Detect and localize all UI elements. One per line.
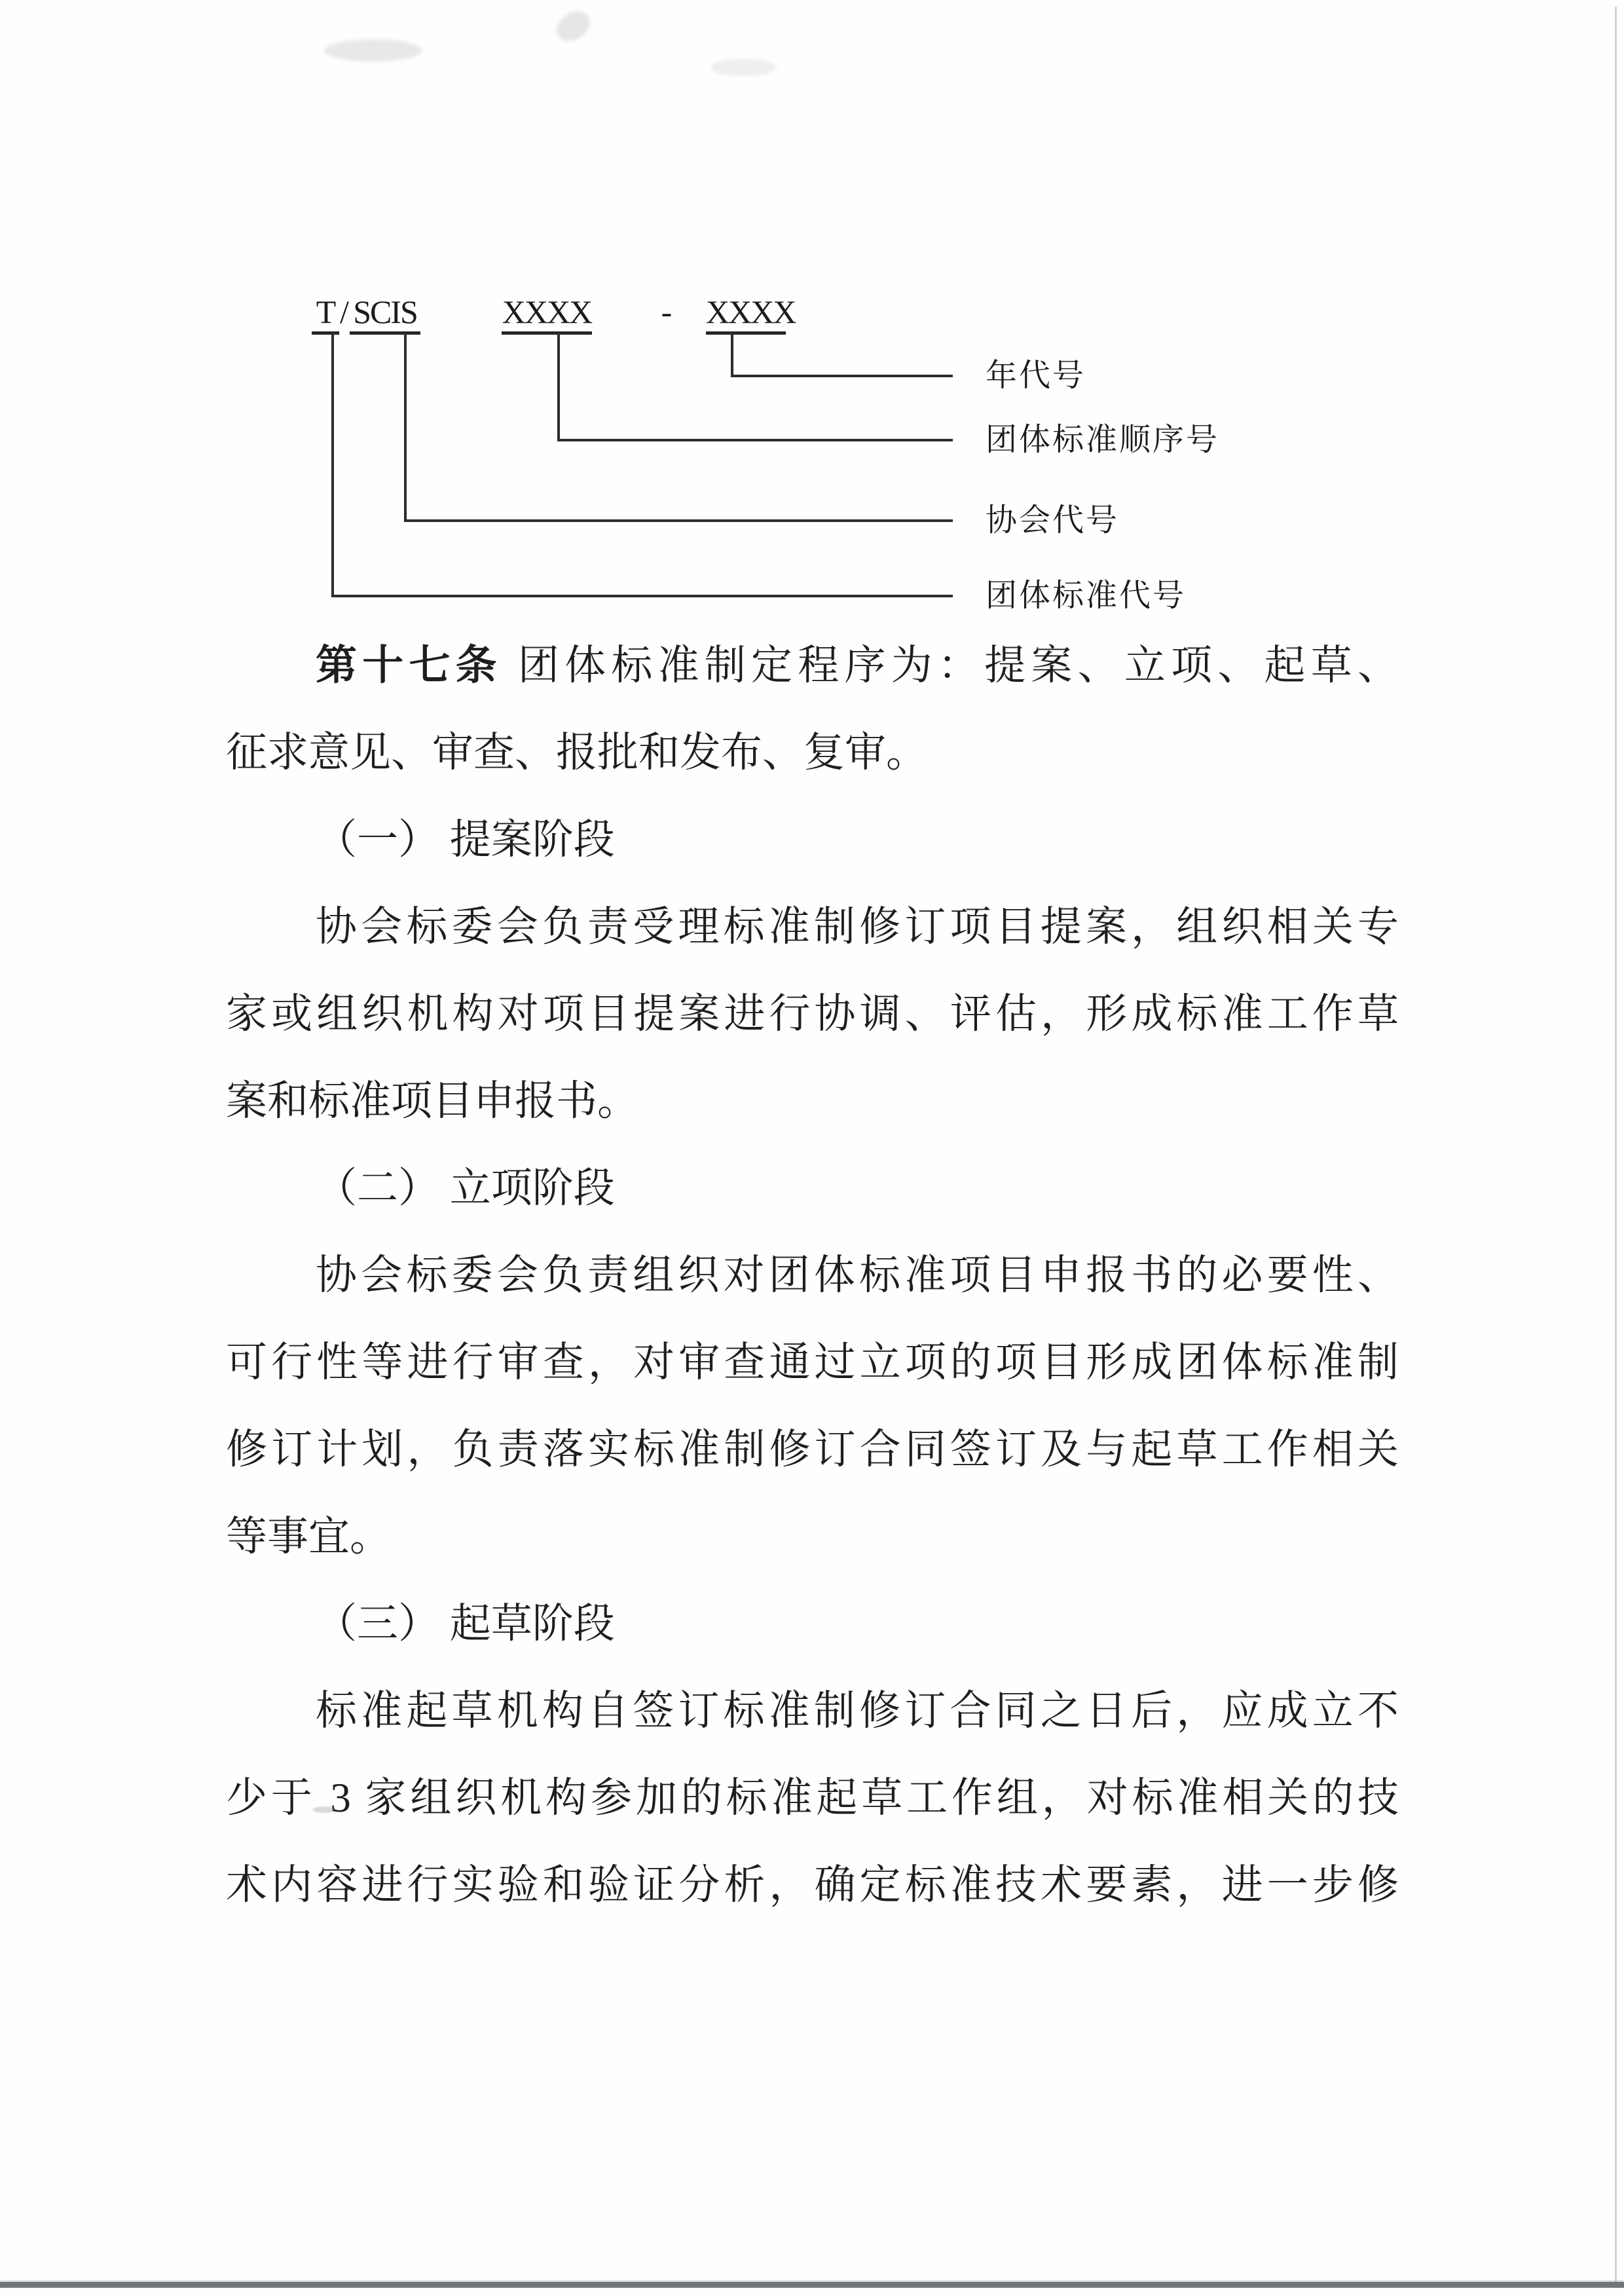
scan-edge-right [1615,7,1617,2282]
article-number: 第十七条 [316,643,502,688]
line-text: 可行性等进行审查，对审查通过立项的项目形成团体标准制 [226,1339,1399,1385]
line-text: （三） 起草阶段 [316,1601,615,1647]
body-line [226,1232,1399,1319]
line-text: 团体标准制定程序为：提案、立项、起草、 [502,643,1399,688]
leader-line-association-code [404,519,953,522]
body-line [226,971,1399,1058]
body-line [226,1058,1399,1145]
connector-vline-sequence-number [557,333,560,441]
diagram-label-association-code: 协会代号 [986,503,1120,538]
code-sequence-segment: XXXX [502,293,592,335]
body-line-heading-1 [226,796,1399,884]
scan-smudge [710,59,776,76]
diagram-label-year-code: 年代号 [986,358,1086,393]
line-text: 协会标委会负责受理标准制修订项目提案，组织相关专 [316,904,1399,950]
code-year-segment: XXXX [706,293,786,335]
body-line [226,1668,1399,1755]
line-text: （二） 立项阶段 [316,1165,615,1211]
line-text: 等事宜。 [226,1514,391,1559]
article-body [226,622,1399,1929]
leader-line-sequence-number [557,439,953,441]
code-dash: - [661,293,673,330]
code-slash: / [340,293,349,330]
body-line [226,1755,1399,1842]
line-text: 标准起草机构自签订标准制修订合同之日后，应成立不 [316,1688,1399,1734]
leader-line-standard-code [331,595,953,597]
leader-line-year-code [731,375,953,377]
body-line [226,1319,1399,1406]
line-text: 修订计划，负责落实标准制修订合同签订及与起草工作相关 [226,1427,1399,1472]
connector-vline-standard-code [331,333,334,597]
body-line [226,1493,1399,1580]
body-line [226,1406,1399,1493]
line-text: 征求意见、审查、报批和发布、复审。 [226,730,927,775]
body-line-heading-3 [226,1580,1399,1668]
line-text: 术内容进行实验和验证分析，确定标准技术要素，进一步修 [226,1862,1399,1908]
code-prefix-t: T [312,293,339,335]
scan-smudge [313,1806,335,1813]
diagram-label-standard-code: 团体标准代号 [986,578,1187,613]
scan-edge-bottom [0,2282,1624,2288]
diagram-label-sequence-number: 团体标准顺序号 [986,422,1220,457]
line-text: （一） 提案阶段 [316,817,615,863]
code-association-segment: SCIS [350,293,420,335]
line-text: 少于 3 家组织机构参加的标准起草工作组，对标准相关的技 [226,1775,1399,1821]
connector-vline-association-code [404,333,407,522]
connector-vline-year-code [731,333,733,377]
body-line [226,1842,1399,1929]
body-line-article-17 [226,622,1399,709]
body-line [226,709,1399,796]
line-text: 协会标委会负责组织对团体标准项目申报书的必要性、 [316,1252,1399,1298]
scan-smudge [551,5,596,47]
body-line [226,884,1399,971]
scan-smudge [324,39,422,62]
body-line-heading-2 [226,1145,1399,1232]
line-text: 案和标准项目申报书。 [226,1078,638,1124]
line-text: 家或组织机构对项目提案进行协调、评估，形成标准工作草 [226,991,1399,1037]
